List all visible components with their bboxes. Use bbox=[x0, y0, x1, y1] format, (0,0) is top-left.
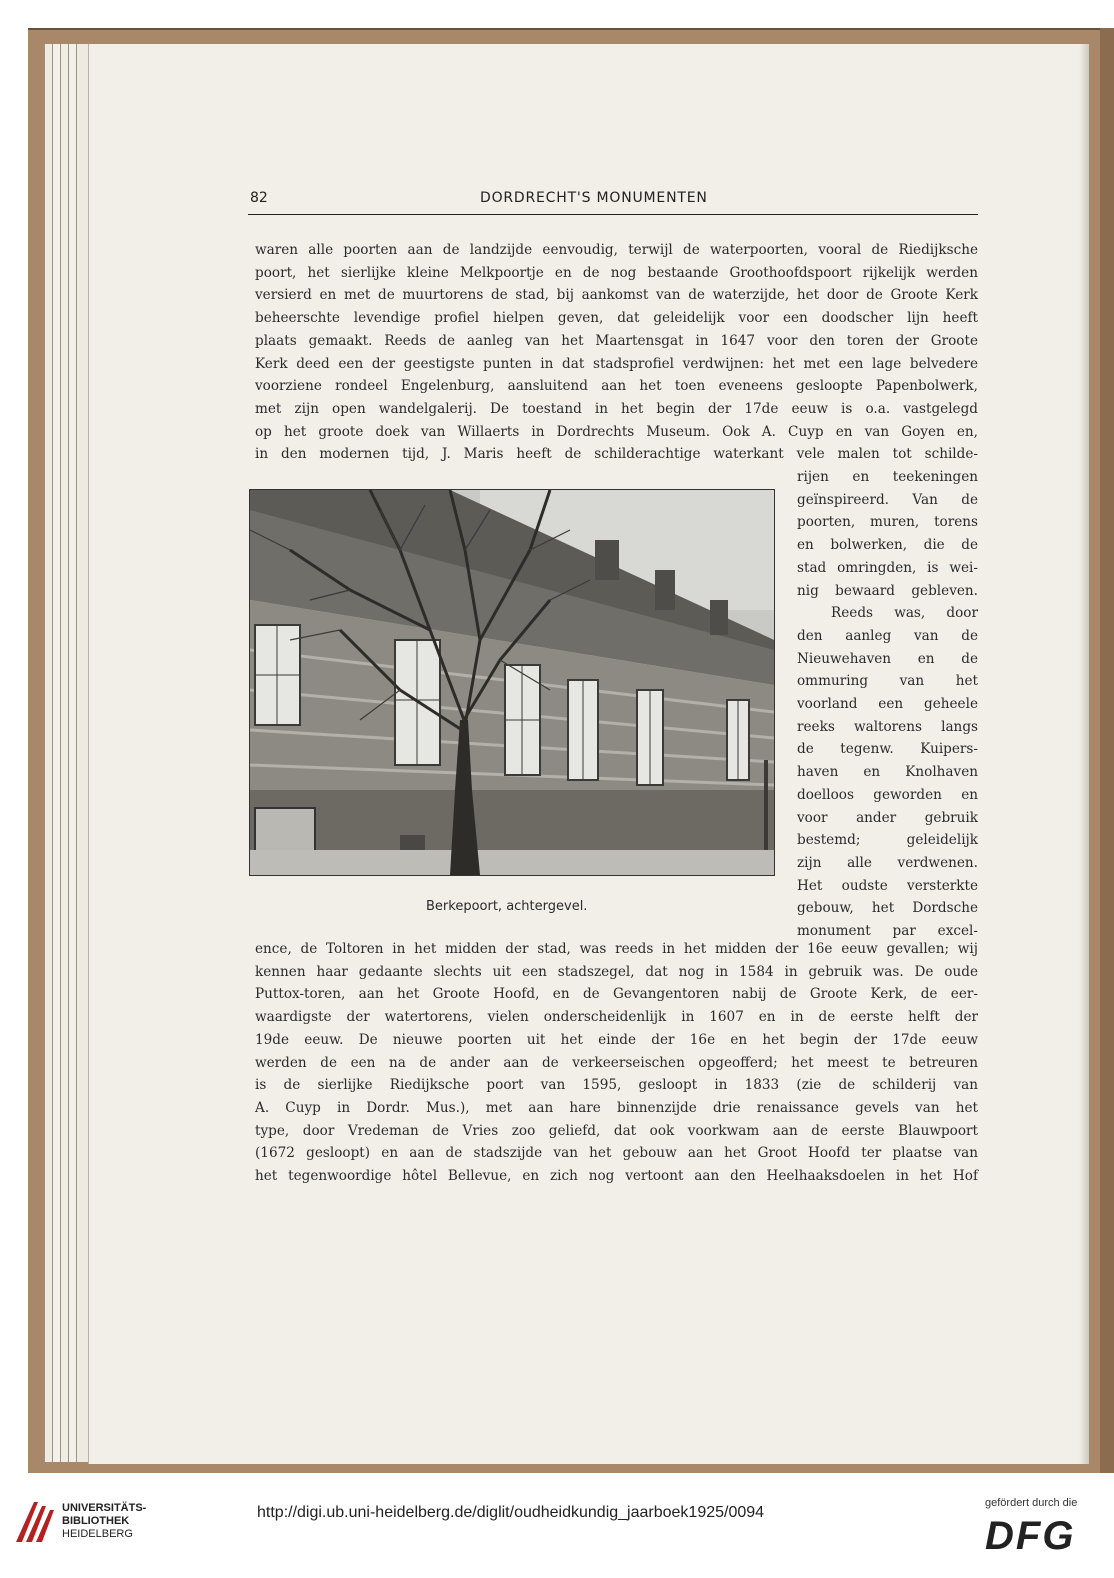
text-line: 19de eeuw. De nieuwe poorten uit het einde der 16e en het begin der 17de eeuw bbox=[255, 1031, 978, 1048]
text-line: rijen en teekeningen bbox=[797, 469, 978, 485]
book-spine-edge bbox=[1100, 28, 1114, 1473]
text-line: Kerk deed een der geestigste punten in dat stadsprofiel verdwijnen: het met een lage belvedere bbox=[255, 355, 978, 372]
text-line: met zijn open wandelgalerij. De toestand in het begin der 17de eeuw is o.a. vastgelegd bbox=[255, 400, 978, 417]
text-line: A. Cuyp in Dordr. Mus.), met aan hare binnenzijde drie renaissance gevels van het bbox=[255, 1099, 978, 1116]
text-line: bestemd; geleidelijk bbox=[797, 832, 978, 849]
text-line: ommuring van het bbox=[797, 673, 978, 690]
university-logo-icon bbox=[12, 1498, 56, 1550]
text-line: monument par excel- bbox=[797, 923, 978, 940]
text-line: stad omringden, is wei- bbox=[797, 559, 978, 576]
text-line: zijn alle verdwenen. bbox=[797, 854, 978, 871]
text-line: voor ander gebruik bbox=[797, 809, 978, 826]
text-line: Nieuwehaven en de bbox=[797, 650, 978, 667]
figure-caption: Berkepoort, achtergevel. bbox=[426, 899, 588, 914]
text-line: waardigste der watertorens, vielen onderscheidenlijk in 1607 en in de eerste helft der bbox=[255, 1009, 978, 1026]
text-line: ence, de Toltoren in het midden der stad, was reeds in het midden der 16e eeuw gevallen; wij bbox=[255, 941, 978, 957]
text-line: voorland een geheele bbox=[797, 696, 978, 713]
text-line: kennen haar gedaante slechts uit een stadszegel, dat nog in 1584 in gebruik was. De oude bbox=[255, 963, 978, 980]
text-line: Reeds was, door bbox=[831, 605, 978, 622]
text-line: geïnspireerd. Van de bbox=[797, 491, 978, 508]
building-illustration bbox=[250, 490, 774, 875]
text-line: poorten, muren, torens bbox=[797, 514, 978, 531]
dfg-logo: DFG bbox=[985, 1514, 1076, 1558]
text-line: is de sierlijke Riedijksche poort van 1595, gesloopt in 1833 (zie de schilderij van bbox=[255, 1077, 978, 1094]
viewer-footer bbox=[0, 1473, 1114, 1578]
page-number: 82 bbox=[250, 190, 268, 206]
body-paragraph-top bbox=[255, 239, 978, 466]
text-line: voorziene rondeel Engelenburg, aansluitend aan het toen eveneens gesloopte Papenbolwerk, bbox=[255, 378, 978, 395]
library-name-line: BIBLIOTHEK bbox=[62, 1515, 130, 1527]
text-line: den aanleg van de bbox=[797, 627, 978, 644]
university-library-name bbox=[62, 1502, 146, 1541]
side-column-text bbox=[797, 466, 978, 943]
text-line: gebouw, het Dordsche bbox=[797, 900, 978, 917]
text-line: Puttox-toren, aan het Groote Hoofd, en de Gevangentoren nabij de Groote Kerk, de eer- bbox=[255, 986, 978, 1003]
text-line: waren alle poorten aan de landzijde eenvoudig, terwijl de waterpoorten, vooral de Riedijksche bbox=[255, 242, 978, 258]
text-line: in den modernen tijd, J. Maris heeft de schilderachtige waterkant vele malen tot schilde- bbox=[255, 446, 978, 463]
text-line: plaats gemaakt. Reeds de aanleg van het Maartensgat in 1647 voor den toren der Groote bbox=[255, 332, 978, 349]
photo-berkepoort bbox=[249, 489, 775, 876]
page-gutter-shadow bbox=[1079, 44, 1089, 1464]
text-line: reeks waltorens langs bbox=[797, 718, 978, 735]
library-name-line: UNIVERSITÄTS- bbox=[62, 1502, 147, 1514]
text-line: doelloos geworden en bbox=[797, 786, 978, 803]
text-line: versierd en met de muurtorens de stad, bij aankomst van de waterzijde, het door de Groote Kerk bbox=[255, 287, 978, 304]
permalink-url[interactable]: http://digi.ub.uni-heidelberg.de/diglit/oudheidkundig_jaarboek1925/0094 bbox=[257, 1504, 765, 1521]
text-line: poort, het sierlijke kleine Melkpoortje en de nog bestaande Groothoofdspoort rijkelijk werden bbox=[255, 264, 978, 281]
running-title: DORDRECHT'S MONUMENTEN bbox=[480, 190, 708, 206]
funded-by-label: gefördert durch die bbox=[985, 1497, 1078, 1509]
text-line: (1672 gesloopt) en aan de stadszijde van het gebouw aan het Groot Hoofd ter plaatse van bbox=[255, 1145, 978, 1162]
text-line: het tegenwoordige hôtel Bellevue, en zich nog vertoont aan den Heelhaaksdoelen in het Hof bbox=[255, 1168, 978, 1185]
text-line: de tegenw. Kuipers- bbox=[797, 741, 978, 758]
library-name-line: HEIDELBERG bbox=[62, 1528, 133, 1540]
text-line: en bolwerken, die de bbox=[797, 537, 978, 554]
text-line: nig bewaard gebleven. bbox=[797, 582, 978, 599]
body-paragraph-bottom bbox=[255, 938, 978, 1188]
text-line: beheerschte levendige profiel hielpen geven, dat geleidelijk voor een doodscher lijn heeft bbox=[255, 310, 978, 327]
running-head bbox=[248, 188, 978, 215]
text-line: werden de een na de ander aan de verkeerseischen opgeofferd; het meest te betreuren bbox=[255, 1054, 978, 1071]
text-line: haven en Knolhaven bbox=[797, 764, 978, 781]
text-line: type, door Vredeman de Vries zoo geliefd, dat ook voorkwam aan de eerste Blauwpoort bbox=[255, 1122, 978, 1139]
text-line: Het oudste versterkte bbox=[797, 877, 978, 894]
text-line: op het groote doek van Willaerts in Dordrechts Museum. Ook A. Cuyp en van Goyen en, bbox=[255, 423, 978, 440]
